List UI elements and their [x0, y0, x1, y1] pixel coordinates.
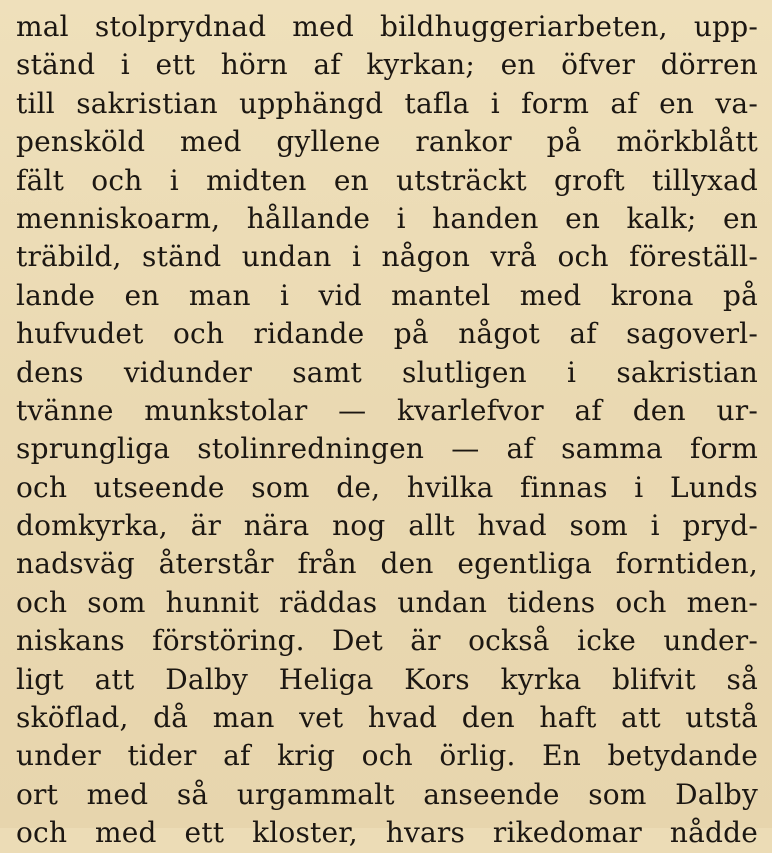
text-line: och utseende som de, hvilka finnas i Lunds	[16, 470, 758, 504]
text-line: domkyrka, är nära nog allt hvad som i pryd-	[16, 509, 758, 543]
text-line: tvänne munkstolar — kvarlefvor af den ur-	[16, 393, 758, 427]
text-line: mal stolprydnad med bildhuggeriarbeten, upp-	[16, 10, 758, 43]
text-line: ligt att Dalby Heliga Kors kyrka blifvit så	[16, 662, 758, 696]
text-line: dens vidunder samt slutligen i sakristian	[16, 355, 758, 389]
text-line: under tider af krig och örlig. En betydande	[16, 739, 758, 773]
text-line: niskans förstöring. Det är också icke under-	[16, 624, 758, 658]
text-line: pensköld med gyllene rankor på mörkblått	[16, 125, 758, 159]
text-line: fält och i midten en utsträckt groft tillyxad	[16, 163, 758, 197]
text-line: sköflad, då man vet hvad den haft att utstå	[16, 701, 758, 735]
text-line: sprungliga stolinredningen — af samma form	[16, 432, 758, 466]
text-line: ort med så urgammalt anseende som Dalby	[16, 777, 758, 811]
text-line: och med ett kloster, hvars rikedomar nådde	[16, 816, 758, 850]
text-line: hufvudet och ridande på något af sagoverl-	[16, 317, 758, 351]
text-line: träbild, ständ undan i någon vrå och föreställ-	[16, 240, 758, 274]
text-line: menniskoarm, hållande i handen en kalk; en	[16, 201, 758, 235]
body-text	[16, 8, 758, 853]
text-line: ständ i ett hörn af kyrkan; en öfver dörren	[16, 48, 758, 82]
text-line: lande en man i vid mantel med krona på	[16, 278, 758, 312]
text-line: nadsväg återstår från den egentliga forntiden,	[16, 547, 758, 581]
text-line: till sakristian upphängd tafla i form af en va-	[16, 86, 758, 120]
text-line: och som hunnit räddas undan tidens och men-	[16, 585, 758, 619]
